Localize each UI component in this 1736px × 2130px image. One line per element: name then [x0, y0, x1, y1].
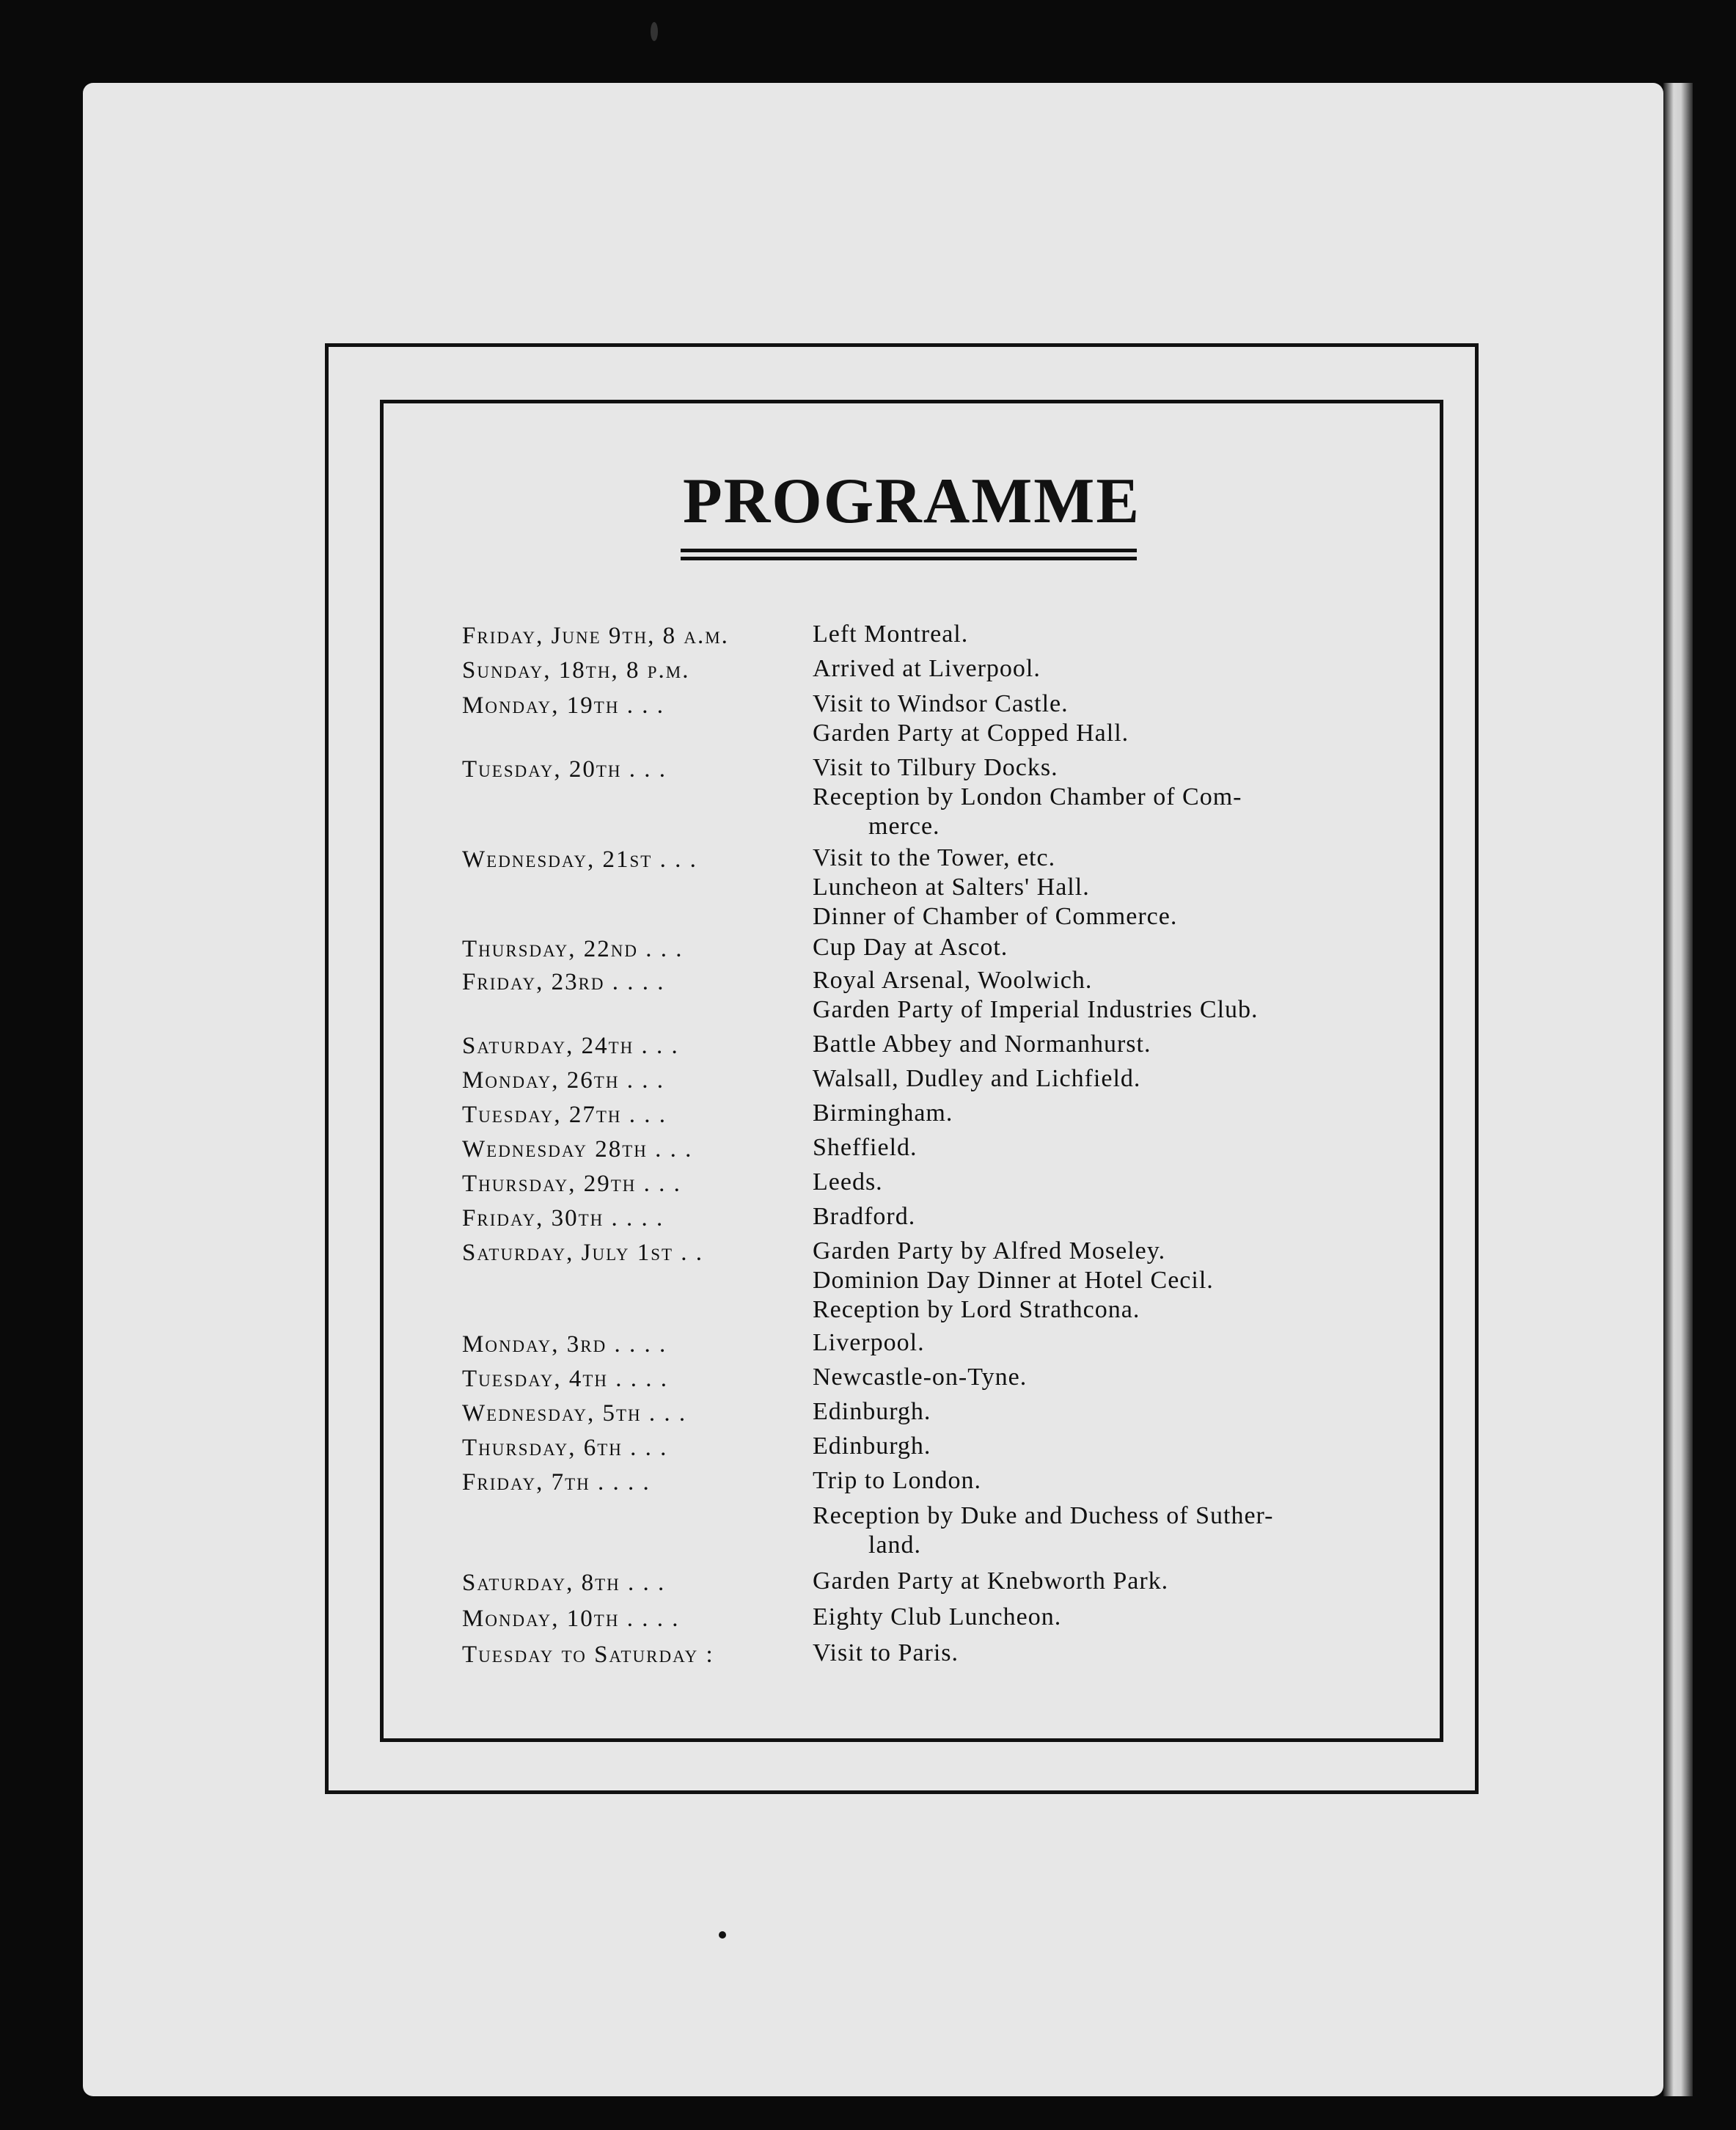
entry-event: Garden Party by Alfred Moseley. [813, 1237, 1166, 1265]
entry-event: Garden Party at Copped Hall. [813, 720, 1129, 747]
entry-event: Visit to the Tower, etc. [813, 844, 1056, 871]
entry-event: Visit to Tilbury Docks. [813, 754, 1058, 781]
entry-day: Tuesday, 4th . . . . [462, 1366, 668, 1392]
entry-day: Monday, 26th . . . [462, 1067, 664, 1094]
entry-day: Friday, 23rd . . . . [462, 969, 665, 995]
entry-event: Liverpool. [813, 1329, 925, 1356]
entry-day: Saturday, 8th . . . [462, 1570, 666, 1596]
entry-day: Wednesday, 5th . . . [462, 1400, 687, 1427]
entry-event: Reception by Lord Strathcona. [813, 1296, 1140, 1323]
entry-event: Left Montreal. [813, 621, 969, 648]
entry-day: Sunday, 18th, 8 p.m. [462, 657, 690, 684]
entry-day: Monday, 10th . . . . [462, 1606, 680, 1632]
entry-day: Wednesday 28th . . . [462, 1136, 693, 1163]
entry-event: Birmingham. [813, 1099, 953, 1127]
entry-event: Edinburgh. [813, 1398, 931, 1425]
entry-event: Trip to London. [813, 1467, 982, 1494]
entry-event: Visit to Windsor Castle. [813, 690, 1069, 717]
entry-event: Reception by Duke and Duchess of Suther- [813, 1502, 1274, 1529]
entry-event: Garden Party at Knebworth Park. [813, 1567, 1169, 1595]
entry-event: Dominion Day Dinner at Hotel Cecil. [813, 1267, 1214, 1294]
entry-event: Leeds. [813, 1168, 883, 1196]
entry-day: Friday, 7th . . . . [462, 1469, 651, 1496]
entry-day: Saturday, July 1st . . [462, 1240, 704, 1266]
entry-event: Royal Arsenal, Woolwich. [813, 967, 1093, 994]
entry-day: Friday, June 9th, 8 a.m. [462, 623, 729, 649]
entry-event: Arrived at Liverpool. [813, 655, 1041, 682]
entry-day: Saturday, 24th . . . [462, 1033, 679, 1059]
entry-event: Reception by London Chamber of Com- [813, 783, 1242, 810]
entry-day: Tuesday to Saturday : [462, 1642, 714, 1668]
adjacent-page-edge [1663, 83, 1693, 2096]
entry-day: Monday, 3rd . . . . [462, 1331, 667, 1358]
entry-event: Garden Party of Imperial Industries Club. [813, 996, 1259, 1023]
entry-day: Tuesday, 27th . . . [462, 1102, 667, 1128]
entry-event: Bradford. [813, 1203, 916, 1230]
entry-event: Luncheon at Salters' Hall. [813, 874, 1090, 901]
entry-event: Visit to Paris. [813, 1639, 959, 1666]
entry-day: Wednesday, 21st . . . [462, 846, 697, 873]
page-title: PROGRAMME [682, 466, 1141, 537]
entry-event: Battle Abbey and Normanhurst. [813, 1031, 1151, 1058]
entry-day: Thursday, 6th . . . [462, 1435, 668, 1461]
entry-event: Edinburgh. [813, 1432, 931, 1460]
entry-event-continuation: land. [868, 1531, 922, 1559]
entry-event: Walsall, Dudley and Lichfield. [813, 1065, 1141, 1092]
entry-event: Newcastle-on-Tyne. [813, 1364, 1028, 1391]
entry-event: Eighty Club Luncheon. [813, 1603, 1062, 1631]
entry-day: Thursday, 22nd . . . [462, 936, 684, 962]
entry-day: Monday, 19th . . . [462, 692, 664, 719]
entry-event: Dinner of Chamber of Commerce. [813, 903, 1178, 930]
entry-event-continuation: merce. [868, 813, 940, 840]
entry-day: Tuesday, 20th . . . [462, 756, 667, 783]
bottom-dot [719, 1931, 726, 1939]
entry-day: Thursday, 29th . . . [462, 1171, 681, 1197]
entry-event: Cup Day at Ascot. [813, 934, 1008, 961]
title-double-rule [681, 549, 1137, 560]
entry-event: Sheffield. [813, 1134, 918, 1161]
top-speck [651, 22, 658, 41]
entry-day: Friday, 30th . . . . [462, 1205, 664, 1231]
